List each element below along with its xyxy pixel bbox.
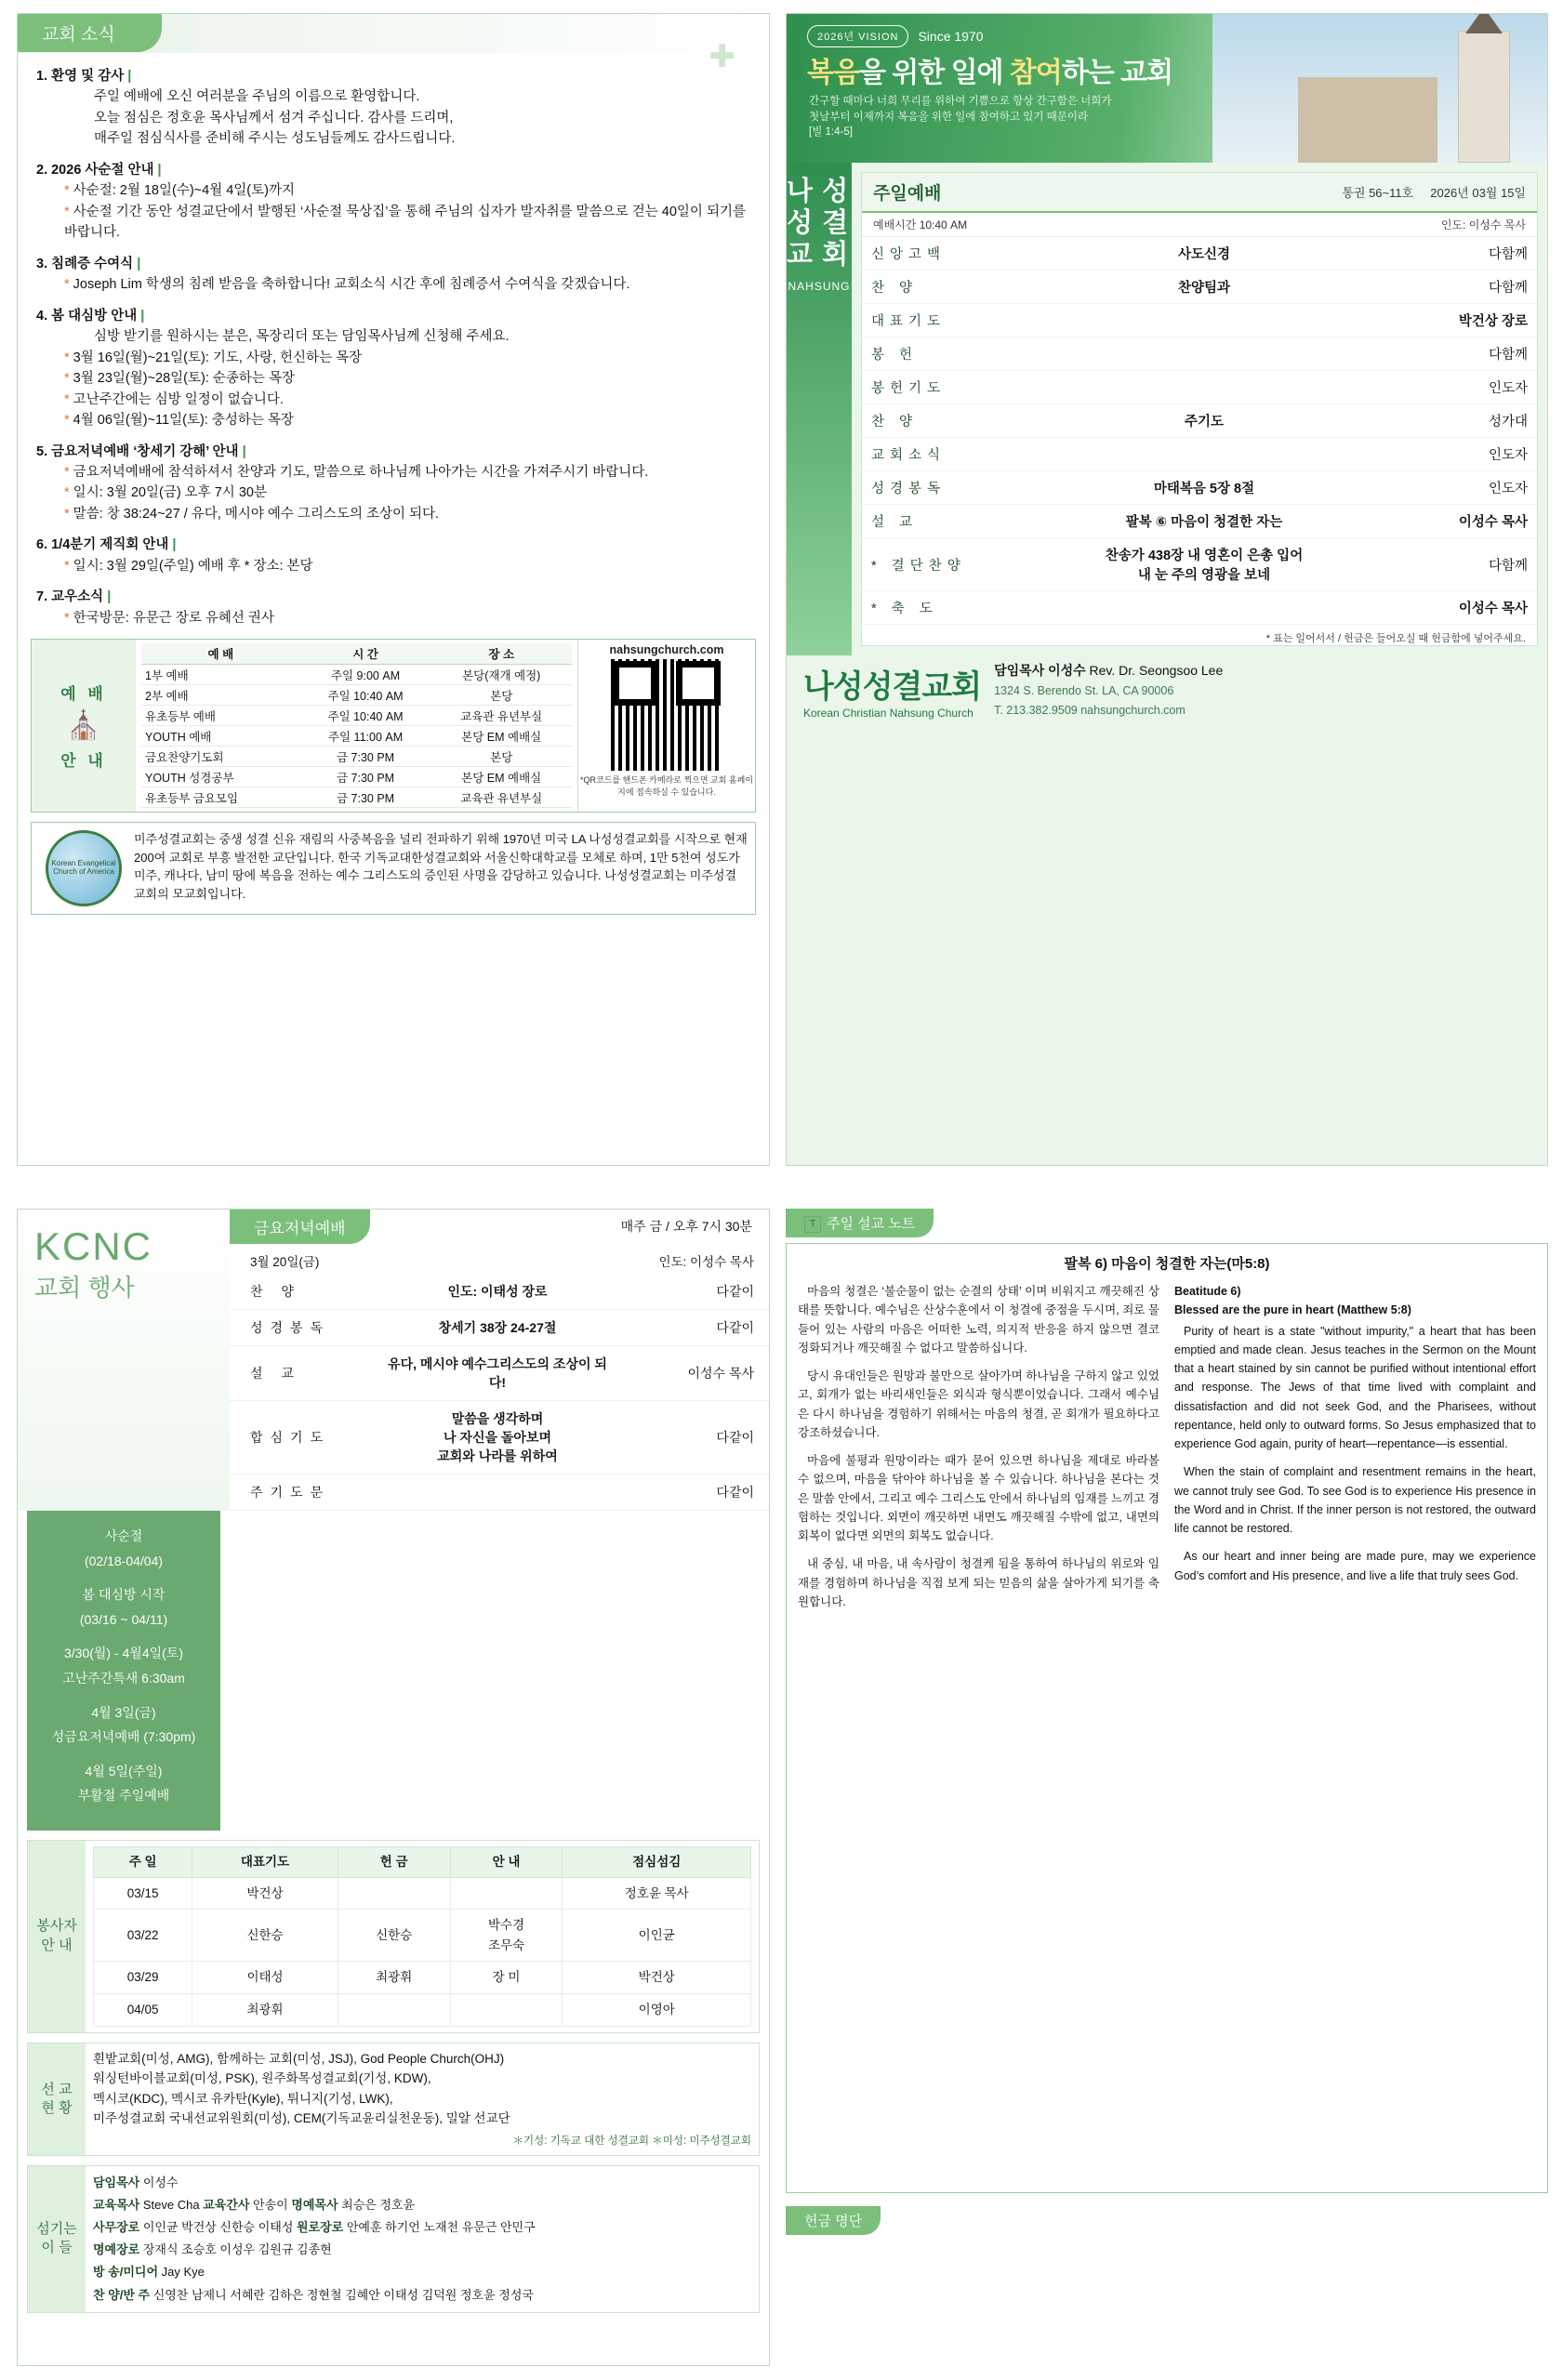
- news-item-bullet: * 금요저녁예배에 참석하셔서 찬양과 기도, 말씀으로 하나님께 나아가는 시간을 가져주시기 바랍니다.: [64, 464, 649, 480]
- order-item-person: 박건상 장로: [1388, 304, 1537, 337]
- news-tab-label: 교회 소식: [18, 14, 162, 52]
- worship-order-meta: [1342, 183, 1526, 201]
- news-item-bullet: * 고난주간에는 심방 일정이 없습니다.: [64, 391, 284, 407]
- mission-list: [86, 2043, 759, 2156]
- order-item-person: 다함께: [1388, 271, 1537, 304]
- table-row: [141, 706, 572, 726]
- news-item-bullet: * 말씀: 창 38:24~27 / 유다, 메시야 예수 그리스도의 조상이 되다.: [64, 506, 440, 522]
- worship-order-box: [861, 172, 1538, 646]
- worship-guide-box: [31, 639, 756, 813]
- vision-verse: [809, 94, 1116, 140]
- mission-section-label: 선 교 현 황: [28, 2043, 86, 2156]
- news-item-line: 오늘 점심은 정호윤 목사님께서 섬겨 주십니다. 감사를 드리며,: [94, 110, 454, 126]
- volunteer-cell: 03/29: [94, 1962, 192, 1994]
- mission-line: 멕시코(KDC), 멕시코 유카탄(Kyle), 튀니지(기성, LWK),: [93, 2091, 393, 2106]
- news-item-title: 4. 봄 대심방 안내 |: [36, 308, 145, 324]
- service-time: 예배시간 10:40 AM: [873, 218, 968, 231]
- mission-section: [27, 2043, 760, 2157]
- event-item-detail: [371, 1474, 624, 1511]
- news-item: [36, 306, 750, 431]
- cover-footer: [787, 655, 1547, 725]
- vision-headline-part2: 을 위한 일에: [858, 58, 1010, 88]
- vision-verse-ref: [빌 1:4-5]: [809, 126, 853, 139]
- sermon-note-tab-label: 주일 설교 노트: [827, 1216, 916, 1232]
- church-contact[interactable]: T. 213.382.9509 nahsungchurch.com: [994, 704, 1185, 717]
- worship-guide-label: [32, 640, 136, 812]
- worship-schedule-header: 장 소: [430, 643, 572, 665]
- mission-line: 워싱턴바이블교회(미성, PSK), 원주화목성결교회(기성, KDW),: [93, 2071, 431, 2086]
- servants-section: [27, 2165, 760, 2312]
- worship-schedule-cell: 주일 10:40 AM: [300, 685, 431, 706]
- table-row: [230, 1310, 769, 1346]
- servants-section-label: 섬기는 이 들: [28, 2166, 86, 2311]
- news-item: [36, 442, 750, 525]
- issue-number: 통권 56~11호: [1342, 186, 1414, 200]
- news-item-bullet: * 일시: 3월 29일(주일) 예배 후 * 장소: 본당: [64, 558, 313, 574]
- order-item-name: * 결단찬양: [862, 538, 1020, 591]
- note-icon: T: [804, 1216, 821, 1233]
- vision-banner: [787, 14, 1547, 163]
- qr-block: [577, 640, 755, 812]
- season-column: [18, 1511, 230, 1831]
- worship-schedule-header: 예 배: [141, 643, 300, 665]
- event-item-person: 다같이: [624, 1310, 769, 1346]
- event-item-detail: 창세기 38장 24-27절: [371, 1310, 624, 1346]
- news-item-bullet: * 4월 06일(월)~11일(토): 충성하는 목장: [64, 413, 294, 429]
- servant-line: 담임목사 이성수: [93, 2175, 179, 2190]
- event-item-person: 다같이: [624, 1274, 769, 1310]
- volunteer-cell: 이인균: [563, 1910, 751, 1962]
- table-row: [230, 1346, 769, 1401]
- table-row: [862, 438, 1537, 471]
- worship-schedule-cell: YOUTH 예배: [141, 726, 300, 747]
- news-item-title: 7. 교우소식 |: [36, 589, 112, 605]
- season-item: 사순절 (02/18-04/04): [84, 1528, 164, 1568]
- order-item-detail: 찬송가 438장 내 영혼이 은총 입어 내 눈 주의 영광을 보네: [1020, 538, 1388, 591]
- order-item-name: 신앙고백: [862, 237, 1020, 271]
- church-logo-english: Korean Christian Nahsung Church: [803, 707, 974, 720]
- volunteer-cell: 박수경 조무숙: [450, 1910, 563, 1962]
- worship-schedule-cell: 주일 9:00 AM: [300, 665, 431, 685]
- offering-list-tab: 헌금 명단: [786, 2206, 881, 2235]
- mission-line: 흰밭교회(미성, AMG), 함께하는 교회(미성, JSJ), God People Church(OHJ): [93, 2051, 505, 2066]
- worship-schedule-cell: 2부 예배: [141, 685, 300, 706]
- table-row: [862, 237, 1537, 271]
- since-label: Since 1970: [918, 29, 984, 44]
- side-banner: [787, 163, 852, 655]
- order-item-person: 인도자: [1388, 438, 1537, 471]
- volunteer-cell: 박건상: [192, 1877, 338, 1910]
- table-row: [230, 1274, 769, 1310]
- worship-schedule-table: [141, 643, 572, 808]
- table-row: [230, 1401, 769, 1474]
- order-item-person: 이성수 목사: [1388, 505, 1537, 538]
- qr-note: *QR코드를 핸드폰 카메라로 찍으면 교회 홈페이지에 접속하실 수 있습니다.: [580, 775, 753, 798]
- service-leader: 인도: 이성수 목사: [1440, 218, 1526, 231]
- order-item-person: 이성수 목사: [1388, 591, 1537, 625]
- friday-service-box: [230, 1210, 769, 1511]
- worship-schedule-header: 시 간: [300, 643, 431, 665]
- news-item-bullet: * 3월 16일(월)~21일(토): 기도, 사랑, 헌신하는 목장: [64, 350, 363, 365]
- worship-schedule-cell: 본당 EM 예배실: [430, 767, 572, 787]
- table-row: [230, 1474, 769, 1511]
- worship-guide-label-top: 예 배: [60, 685, 107, 704]
- sermon-paragraph-en: Purity of heart is a state "without impurity," a heart that has been emptied and made clean. Jesus teaches in the Sermon on the Mount that a heart stained by sin cannot be purified without intentional effort and response. The Jews of that time lived with complaint and dissatisfaction and did not seek God, and the Pharisees, without repentance, held only to outward forms. So Jesus emphasized that to experience God again, purity of heart—repentance—is essential.: [1174, 1324, 1536, 1451]
- worship-schedule-cell: YOUTH 성경공부: [141, 767, 300, 787]
- order-item-name: 찬 양: [862, 271, 1020, 304]
- order-item-name: 봉 헌: [862, 337, 1020, 371]
- kcnc-logo: [18, 1210, 230, 1511]
- season-list: [27, 1511, 220, 1831]
- volunteer-table-wrap: [86, 1841, 759, 2032]
- order-item-name: * 축 도: [862, 591, 1020, 625]
- volunteer-cell: 이태성: [192, 1962, 338, 1994]
- volunteer-cell: 03/22: [94, 1910, 192, 1962]
- volunteer-cell: [338, 1993, 450, 2026]
- event-item-person: 다같이: [624, 1474, 769, 1511]
- table-row: [141, 787, 572, 808]
- volunteer-header: 주 일: [94, 1846, 192, 1877]
- servants-list: [86, 2166, 759, 2311]
- table-row: [94, 1962, 751, 1994]
- news-item-bullet: * Joseph Lim 학생의 침례 받음을 축하합니다! 교회소식 시간 후에 침례증서 수여식을 갖겠습니다.: [64, 277, 630, 293]
- friday-service-date: 3월 20일(금): [250, 1255, 320, 1269]
- globe-icon: Korean Evangelical Church of America: [46, 830, 122, 906]
- news-item-title: 2. 2026 사순절 안내 |: [36, 162, 162, 178]
- worship-schedule-cell: 본당(재개 예정): [430, 665, 572, 685]
- mission-line: 미주성결교회 국내선교위원회(미성), CEM(기독교윤리실천운동), 밀알 선교단: [93, 2111, 510, 2126]
- table-row: [862, 471, 1537, 505]
- sermon-paragraph-kr: 당시 유대인들은 원망과 불만으로 살아가며 하나님을 구하지 않고 있었고, 회개가 없는 바리새인들은 외식과 형식뿐이었습니다. 그래서 예수님은 다시 하나님을 경험하기 위해서는 마음의 청결, 곧 회개가 필요하다고 강조하셨습니다.: [798, 1369, 1159, 1439]
- order-item-name: 봉헌기도: [862, 371, 1020, 404]
- order-item-person: 인도자: [1388, 471, 1537, 505]
- sermon-english-title-1: Beatitude 6): [1174, 1285, 1241, 1299]
- denomination-about-box: [31, 822, 756, 915]
- side-banner-english: NAHSUNG: [788, 279, 851, 293]
- worship-schedule-cell: 본당 EM 예배실: [430, 726, 572, 747]
- pastor-name-korean: 담임목사 이성수: [994, 663, 1086, 678]
- servant-line: 찬 양/반 주 신영찬 남제니 서혜란 김하은 정현철 김혜안 이태성 김덕원 정호윤 정성국: [93, 2287, 534, 2302]
- volunteer-header: 안 내: [450, 1846, 563, 1877]
- vision-pill: 2026년 VISION: [807, 25, 908, 47]
- vision-meta: [807, 25, 984, 47]
- table-row: [141, 747, 572, 767]
- news-item: [36, 587, 750, 628]
- table-row: [862, 271, 1537, 304]
- event-item-name: 찬 양: [230, 1274, 371, 1310]
- worship-schedule-cell: 1부 예배: [141, 665, 300, 685]
- volunteer-cell: 신한승: [338, 1910, 450, 1962]
- news-item-bullet: * 한국방문: 유문근 장로 유혜선 권사: [64, 610, 274, 626]
- order-item-detail: 주기도: [1020, 404, 1388, 438]
- worship-schedule-cell: 본당: [430, 685, 572, 706]
- volunteer-cell: 최광휘: [338, 1962, 450, 1994]
- worship-schedule-cell: 주일 10:40 AM: [300, 706, 431, 726]
- volunteer-cell: [450, 1877, 563, 1910]
- church-logo: [803, 661, 981, 720]
- vision-headline-part1: 복음: [807, 58, 859, 88]
- table-row: [862, 538, 1537, 591]
- sermon-columns: [798, 1282, 1536, 1620]
- mission-note: ＊기성: 기독교 대한 성결교회 ＊미성: 미주성결교회: [512, 2135, 751, 2147]
- news-item-line: 매주일 점심식사를 준비해 주시는 성도님들께도 감사드립니다.: [94, 131, 456, 147]
- news-item: [36, 535, 750, 576]
- side-banner-korean: 나 성 성 결 교 회: [787, 177, 850, 271]
- news-item-bullet: * 3월 23일(월)~28일(토): 순종하는 목장: [64, 371, 295, 387]
- table-row: [862, 337, 1537, 371]
- news-item-bullet: * 사순절: 2월 18일(수)~4월 4일(토)까지: [64, 183, 295, 199]
- worship-order-header: [862, 173, 1537, 213]
- news-item: [36, 66, 750, 150]
- kcnc-logo-line1: KCNC: [34, 1224, 153, 1268]
- worship-order-title: 주일예배: [873, 184, 942, 204]
- worship-order-subheader: [862, 213, 1537, 237]
- worship-order-note: * 표는 일어서서 / 헌금은 들어오실 때 헌금함에 넣어주세요.: [1265, 633, 1526, 644]
- event-item-name: 주기도문: [230, 1474, 371, 1511]
- sermon-title: 팔복 6) 마음이 청결한 자는(마5:8): [1064, 1256, 1270, 1273]
- table-row: [862, 304, 1537, 337]
- service-date: 2026년 03월 15일: [1430, 186, 1526, 200]
- bulletin-cover-panel: [786, 13, 1548, 1166]
- volunteer-cell: 이영아: [563, 1993, 751, 2026]
- pastor-info: [994, 661, 1223, 720]
- church-tower: [1458, 31, 1510, 163]
- church-icon: ⛪: [66, 710, 101, 742]
- news-item-bullet: * 사순절 기간 동안 성결교단에서 발행된 ‘사순절 묵상집’을 통해 주님의 십자가 발자취를 말씀으로 걷는 40일이 되기를 바랍니다.: [64, 204, 746, 241]
- vision-headline-part3: 참여: [1009, 58, 1062, 88]
- friday-service-tab: 금요저녁예배: [230, 1210, 370, 1244]
- sermon-paragraph-en: As our heart and inner being are made pure, may we experience God’s comfort and His presence, and live a life that truly sees God.: [1174, 1550, 1536, 1582]
- worship-schedule-cell: 유초등부 금요모임: [141, 787, 300, 808]
- table-row: [141, 726, 572, 747]
- church-news-panel: [17, 13, 770, 1166]
- sermon-english-column: [1174, 1282, 1536, 1620]
- order-item-person: 다함께: [1388, 538, 1537, 591]
- volunteer-cell: 정호윤 목사: [563, 1877, 751, 1910]
- website-url[interactable]: nahsungchurch.com: [609, 643, 724, 657]
- worship-schedule-cell: 금요찬양기도회: [141, 747, 300, 767]
- order-item-person: 성가대: [1388, 404, 1537, 438]
- table-row: [94, 1993, 751, 2026]
- table-row: [862, 505, 1537, 538]
- volunteer-cell: 박건상: [563, 1962, 751, 1994]
- volunteer-section: [27, 1840, 760, 2033]
- friday-service-leader: 인도: 이성수 목사: [658, 1255, 754, 1269]
- volunteer-header: 헌 금: [338, 1846, 450, 1877]
- event-item-person: 다같이: [624, 1401, 769, 1474]
- friday-service-table: [230, 1274, 769, 1511]
- kcnc-events-panel: [17, 1209, 770, 2366]
- event-item-person: 이성수 목사: [624, 1346, 769, 1401]
- church-photo: [1212, 14, 1547, 163]
- volunteer-cell: 최광휘: [192, 1993, 338, 2026]
- sermon-paragraph-en: When the stain of complaint and resentment remains in the heart, we cannot truly see God. To see God is to experience His presence in the Word and in Christ. If the inner person is not restored, the outward life cannot be restored.: [1174, 1465, 1536, 1536]
- kcnc-header: [18, 1210, 769, 1511]
- order-item-person: 인도자: [1388, 371, 1537, 404]
- sermon-note-tab: [786, 1209, 934, 1237]
- order-item-detail: [1020, 304, 1388, 337]
- cover-main: [787, 163, 1547, 655]
- worship-schedule-cell: 금 7:30 PM: [300, 767, 431, 787]
- season-item: 4월 3일(금) 성금요저녁예배 (7:30pm): [51, 1704, 196, 1745]
- order-item-detail: [1020, 371, 1388, 404]
- order-item-person: 다함께: [1388, 337, 1537, 371]
- news-item-line: 주일 예배에 오신 여러분을 주님의 이름으로 환영합니다.: [94, 89, 420, 105]
- news-item-title: 5. 금요저녁예배 ‘창세기 강해’ 안내 |: [36, 443, 246, 459]
- table-row: [94, 1877, 751, 1910]
- worship-schedule-cell: 주일 11:00 AM: [300, 726, 431, 747]
- order-item-name: 설 교: [862, 505, 1020, 538]
- worship-schedule-cell: 교육관 유년부실: [430, 706, 572, 726]
- sermon-note-box: [786, 1243, 1548, 2193]
- news-item-title: 6. 1/4분기 제직회 안내 |: [36, 537, 177, 553]
- worship-order-table: [862, 237, 1537, 625]
- event-item-name: 성경봉독: [230, 1310, 371, 1346]
- servant-line: 명예장로 장재식 조승호 이성우 김원규 김종현: [93, 2242, 332, 2257]
- news-item-title: 1. 환영 및 감사 |: [36, 69, 132, 84]
- order-item-detail: [1020, 438, 1388, 471]
- volunteer-cell: [338, 1877, 450, 1910]
- kcnc-logo-line2: 교회 행사: [34, 1274, 135, 1302]
- event-item-name: 설 교: [230, 1346, 371, 1401]
- volunteer-cell: 03/15: [94, 1877, 192, 1910]
- order-item-name: 찬 양: [862, 404, 1020, 438]
- volunteer-header: 대표기도: [192, 1846, 338, 1877]
- table-row: [141, 685, 572, 706]
- order-item-detail: 마태복음 5장 8절: [1020, 471, 1388, 505]
- worship-schedule-cell: 본당: [430, 747, 572, 767]
- sermon-english-title-2: Blessed are the pure in heart (Matthew 5:8): [1174, 1303, 1411, 1317]
- news-item-bullet: * 일시: 3월 20일(금) 오후 7시 30분: [64, 485, 267, 501]
- volunteer-cell: 신한승: [192, 1910, 338, 1962]
- table-row: [862, 371, 1537, 404]
- pastor-name-english: Rev. Dr. Seongsoo Lee: [1089, 663, 1224, 678]
- order-item-name: 대표기도: [862, 304, 1020, 337]
- sermon-korean-column: [798, 1282, 1159, 1620]
- order-item-detail: 찬양팀과: [1020, 271, 1388, 304]
- vision-headline-part4: 하는 교회: [1061, 58, 1173, 88]
- volunteer-table: [93, 1846, 751, 2027]
- vision-verse-text: 간구할 때마다 너희 무리를 위하여 기쁨으로 항상 간구함은 너희가 첫날부터 이제까지 복음을 위한 일에 참여하고 있기 때문이라: [809, 96, 1112, 123]
- volunteer-cell: 04/05: [94, 1993, 192, 2026]
- order-item-detail: 사도신경: [1020, 237, 1388, 271]
- servant-line: 사무장로 이인균 박건상 신한승 이태성 원로장로 안예훈 하기언 노재천 유문근 안민구: [93, 2220, 536, 2235]
- worship-schedule-cell: 교육관 유년부실: [430, 787, 572, 808]
- church-address: 1324 S. Berendo St. LA, CA 90006: [994, 684, 1174, 697]
- volunteer-cell: [450, 1993, 563, 2026]
- church-building: [1298, 77, 1437, 163]
- season-item: 3/30(월) - 4월4일(토) 고난주간특새 6:30am: [62, 1646, 185, 1686]
- worship-schedule-cell: 금 7:30 PM: [300, 787, 431, 808]
- worship-schedule-cell: 금 7:30 PM: [300, 747, 431, 767]
- cross-icon: ✚: [709, 39, 735, 74]
- sermon-note-panel: [786, 1209, 1548, 2366]
- season-item: 봄 대심방 시작 (03/16 ~ 04/11): [79, 1587, 168, 1627]
- season-item: 4월 5일(주일) 부활절 주일예배: [77, 1763, 170, 1804]
- table-row: [862, 591, 1537, 625]
- event-item-name: 합심기도: [230, 1401, 371, 1474]
- order-item-person: 다함께: [1388, 237, 1537, 271]
- news-item: [36, 160, 750, 244]
- table-row: [862, 404, 1537, 438]
- news-item: [36, 254, 750, 296]
- table-row: [141, 665, 572, 685]
- servant-line: 방 송/미디어 Jay Kye: [93, 2265, 205, 2280]
- denomination-seal: [39, 830, 128, 906]
- table-row: [141, 767, 572, 787]
- servant-line: 교육목사 Steve Cha 교육간사 안송이 명예목사 최승은 정호윤: [93, 2198, 416, 2213]
- news-item-title: 3. 침례증 수여식 |: [36, 256, 141, 271]
- church-logo-korean: 나성성결교회: [803, 669, 982, 705]
- order-item-detail: [1020, 591, 1388, 625]
- order-item-name: 교회소식: [862, 438, 1020, 471]
- sermon-paragraph-kr: 내 중심, 내 마음, 내 속사람이 청결케 됨을 통하여 하나님의 위로와 임재를 경험하며 하나님을 직접 보게 되는 믿음의 삶을 살아가게 되기를 축원합니다.: [798, 1557, 1159, 1608]
- volunteer-header: 점심섬김: [563, 1846, 751, 1877]
- vision-headline: [807, 49, 1172, 90]
- friday-service-when: 매주 금 / 오후 7시 30분: [620, 1219, 752, 1234]
- sermon-paragraph-kr: 마음에 불평과 원망이라는 때가 묻어 있으면 하나님을 제대로 바라볼 수 없으며, 마음을 닦아야 하나님을 볼 수 있습니다. 하나님을 본다는 것은 말씀 안에서, 그리고 예수 그리스도 안에서 하나님의 임재를 느끼고 경험하는 것입니다. 외면이 깨끗하면 내면도 깨끗해질 수밖에 없고, 내면의 회복이 없다면 외면의 회복도 없습니다.: [798, 1454, 1159, 1543]
- news-item-line: 심방 받기를 원하시는 분은, 목장리더 또는 담임목사님께 신청해 주세요.: [94, 329, 510, 345]
- news-header: [18, 14, 769, 74]
- sermon-paragraph-kr: 마음의 청결은 ‘불순물이 없는 순결의 상태’ 이며 비워지고 깨끗해진 상태를 뜻합니다. 예수님은 산상수훈에서 이 청결에 중점을 두시며, 죄로 물들어 있는 사람의 마음은 어떠한 노력, 의지적 반응을 하지 않으면 결코 정화되거나 깨끗해질 수 없다고 말씀하십니다.: [798, 1285, 1159, 1355]
- order-item-detail: [1020, 337, 1388, 371]
- volunteer-cell: 장 미: [450, 1962, 563, 1994]
- worship-schedule-cell: 유초등부 예배: [141, 706, 300, 726]
- news-body: [18, 53, 769, 628]
- order-item-detail: 팔복 ⑥ 마음이 청결한 자는: [1020, 505, 1388, 538]
- denomination-about-text: 미주성결교회는 중생 성결 신유 재림의 사중복음을 널리 전파하기 위해 1970년 미국 LA 나성성결교회를 시작으로 현재 200여 교회로 부흥 발전한 교단입니다. 한국 기독교대한성결교회와 서울신학대학교를 모체로 하며, 1만 5천여 성도가 미주, 캐나다, 남미 땅에 복음을 전하는 예수 그리스도의 증인된 사명을 감당하고 있습니다. 나성성결교회는 미주성결교회의 모교회입니다.: [134, 832, 748, 901]
- volunteer-section-label: 봉사자 안 내: [28, 1841, 86, 2032]
- event-item-detail: 유다, 메시야 예수그리스도의 조상이 되다!: [371, 1346, 624, 1401]
- qr-code[interactable]: [611, 659, 722, 771]
- order-item-name: 성경봉독: [862, 471, 1020, 505]
- table-row: [94, 1910, 751, 1962]
- worship-guide-label-bottom: 안 내: [60, 752, 107, 771]
- worship-schedule-table-wrap: [136, 640, 577, 812]
- event-item-detail: 인도: 이태성 장로: [371, 1274, 624, 1310]
- event-item-detail: 말씀을 생각하며 나 자신을 돌아보며 교회와 나라를 위하여: [371, 1401, 624, 1474]
